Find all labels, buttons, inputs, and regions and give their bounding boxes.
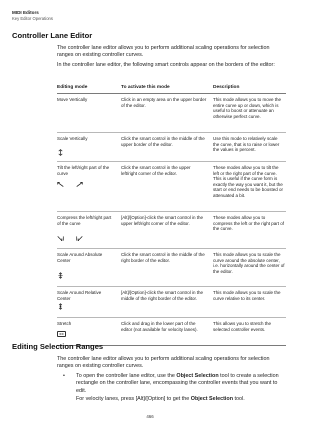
- table-row: [57, 212, 286, 249]
- table-row: [57, 133, 286, 162]
- activate-cell: Click the smart control in the upper left/right corner of the editor.: [121, 165, 191, 176]
- compress-left-icon: [57, 235, 64, 242]
- mode-icons: [57, 149, 64, 156]
- activate-cell: [Alt]/[Option]-click the smart control in the upper left/right corner of the editor.: [121, 215, 204, 226]
- tilt-right-icon: [76, 181, 83, 188]
- mode-cell: Tilt the left/right part of the curve: [57, 165, 110, 176]
- mode-cell: Scale Vertically: [57, 136, 88, 141]
- note-text: tool.: [233, 396, 245, 402]
- column-header-activate: To activate this mode: [121, 85, 170, 90]
- mode-cell: Scale Around Relative Center: [57, 290, 102, 301]
- activate-cell: Click and drag in the lower part of the editor (not available for velocity lanes).: [121, 321, 198, 332]
- running-header-chapter: MIDI Editors: [12, 10, 39, 15]
- smart-controls-table: [57, 82, 286, 346]
- mode-cell: Scale Around Absolute Center: [57, 252, 103, 263]
- column-header-editing-mode: Editing mode: [57, 85, 88, 90]
- table-header-row: [57, 82, 286, 94]
- scale-relative-center-icon: [57, 303, 64, 310]
- step-paragraph: [76, 373, 286, 395]
- description-cell: Use this mode to relatively scale the curve, that is to raise or lower the values in percent.: [213, 136, 280, 153]
- note-text: For velocity lanes, press [Alt]/[Option] to get the: [76, 396, 191, 402]
- section-heading-controller-lane-editor: Controller Lane Editor: [12, 31, 93, 40]
- table-row: [57, 287, 286, 318]
- table-row: [57, 249, 286, 287]
- compress-right-icon: [76, 235, 83, 242]
- selection-intro-paragraph: The controller lane editor allows you to perform additional scaling operations for selection ranges on existing controller curves.: [57, 356, 270, 370]
- tool-name: Object Selection: [190, 396, 234, 402]
- mode-icons: [57, 331, 66, 337]
- description-cell: This allows you to stretch the selected controller events.: [213, 321, 272, 332]
- mode-icons: [57, 181, 83, 188]
- mode-icons: [57, 303, 64, 310]
- activate-cell: [Alt]/[Option]-click the smart control in the middle of the right border of the editor.: [121, 290, 204, 301]
- mode-icons: [57, 235, 83, 242]
- page-number: 466: [146, 414, 154, 419]
- scale-absolute-center-icon: [57, 272, 64, 279]
- description-cell: This mode allows you to scale the curve around the absolute center, i.e. horizontally around the center of the editor.: [213, 252, 285, 274]
- intro-paragraph: The controller lane editor allows you to perform additional scaling operations for selection ranges on existing controller curves.: [57, 45, 270, 59]
- column-header-description: Description: [213, 85, 240, 90]
- activate-cell: Click the smart control in the middle of the upper border of the editor.: [121, 136, 205, 147]
- intro-paragraph-2: In the controller lane editor, the following smart controls appear on the borders of the editor:: [57, 62, 275, 68]
- table-row: [57, 94, 286, 133]
- scale-vertically-icon: [57, 149, 64, 156]
- stretch-icon: [57, 331, 66, 337]
- step-text: tool to create a selection rectangle on the controller lane, encompassing the controller events that you want to edit.: [76, 373, 279, 394]
- bullet: •: [63, 373, 65, 379]
- mode-cell: Stretch: [57, 321, 72, 326]
- mode-cell: Compress the left/right part of the curve: [57, 215, 112, 226]
- step-text: To open the controller lane editor, use the: [76, 373, 177, 379]
- table-row: [57, 162, 286, 212]
- tool-name: Object Selection: [176, 373, 219, 379]
- description-cell: This mode allows you to move the entire curve up or down, which is useful to boost or attenuate an otherwise perfect curve.: [213, 97, 282, 119]
- tilt-left-icon: [57, 181, 64, 188]
- section-heading-editing-selection-ranges: Editing Selection Ranges: [12, 342, 104, 351]
- description-cell: These modes allow you to tilt the left or the right part of the curve. This is useful if the curve form is exactly the way you want it, but the start or end needs to be boosted or attenuated a bit.: [213, 165, 284, 198]
- velocity-note-paragraph: [76, 396, 286, 403]
- mode-cell: Move Vertically: [57, 97, 88, 102]
- activate-cell: Click the smart control in the middle of the right border of the editor.: [121, 252, 205, 263]
- description-cell: These modes allow you to compress the left or the right part of the curve.: [213, 215, 285, 232]
- running-header-section: Key Editor Operations: [12, 16, 53, 21]
- description-cell: This mode allows you to scale the curve relative to its center.: [213, 290, 281, 301]
- mode-icons: [57, 272, 64, 279]
- activate-cell: Click in an empty area on the upper border of the editor.: [121, 97, 207, 108]
